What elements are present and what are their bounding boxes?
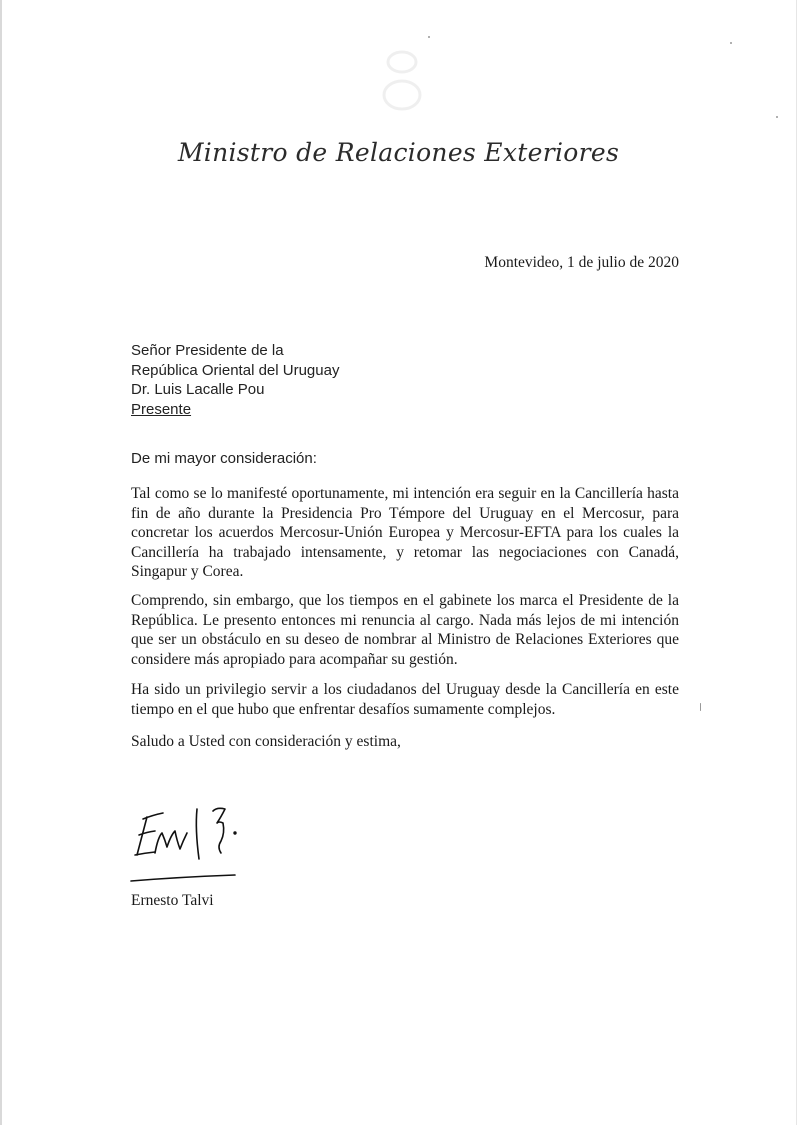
body-paragraph-1: Tal como se lo manifesté oportunamente, mi intención era seguir en la Cancillería hasta fin de año durante la Presidencia Pro Témpore del Uruguay en el Mercosur, para concretar los acuerdos Mercosur-Unión Europea y Mercosur-EFTA para los cuales la Cancillería ha trabajado intensamente, y retomar las negociaciones con Canadá, Singapur y Corea. (131, 485, 679, 581)
page-left-edge (0, 0, 2, 1125)
recipient-presente: Presente (131, 400, 192, 418)
scan-speck (730, 42, 732, 44)
body-paragraph-2: Comprendo, sin embargo, que los tiempos en el gabinete los marca el Presidente de la República. Le presento entonces mi renuncia al cargo. Nada más lejos de mi intención que ser un obstáculo en su deseo de nombrar al Ministro de Relaciones Exteriores que considere más apropiado para acompañar su gestión. (131, 592, 679, 668)
closing-line: Saludo a Usted con consideración y estima, (131, 733, 401, 750)
ministry-letterhead: Ministro de Relaciones Exteriores (177, 138, 620, 167)
scan-speck (700, 703, 701, 711)
recipient-country: República Oriental del Uruguay (131, 361, 340, 379)
date-line: Montevideo, 1 de julio de 2020 (484, 254, 679, 271)
signer-name: Ernesto Talvi (131, 892, 214, 909)
handwritten-signature (125, 795, 255, 895)
recipient-name: Dr. Luis Lacalle Pou (131, 381, 265, 398)
scan-speck (776, 116, 778, 118)
recipient-block (131, 341, 339, 419)
recipient-title: Señor Presidente de la (131, 342, 284, 359)
faint-seal-watermark (372, 40, 432, 120)
body-paragraph-3: Ha sido un privilegio servir a los ciudadanos del Uruguay desde la Cancillería en este tiempo en el que hubo que enfrentar desafíos sumamente complejos. (131, 681, 679, 718)
salutation: De mi mayor consideración: (131, 450, 317, 467)
scan-speck (428, 36, 430, 38)
